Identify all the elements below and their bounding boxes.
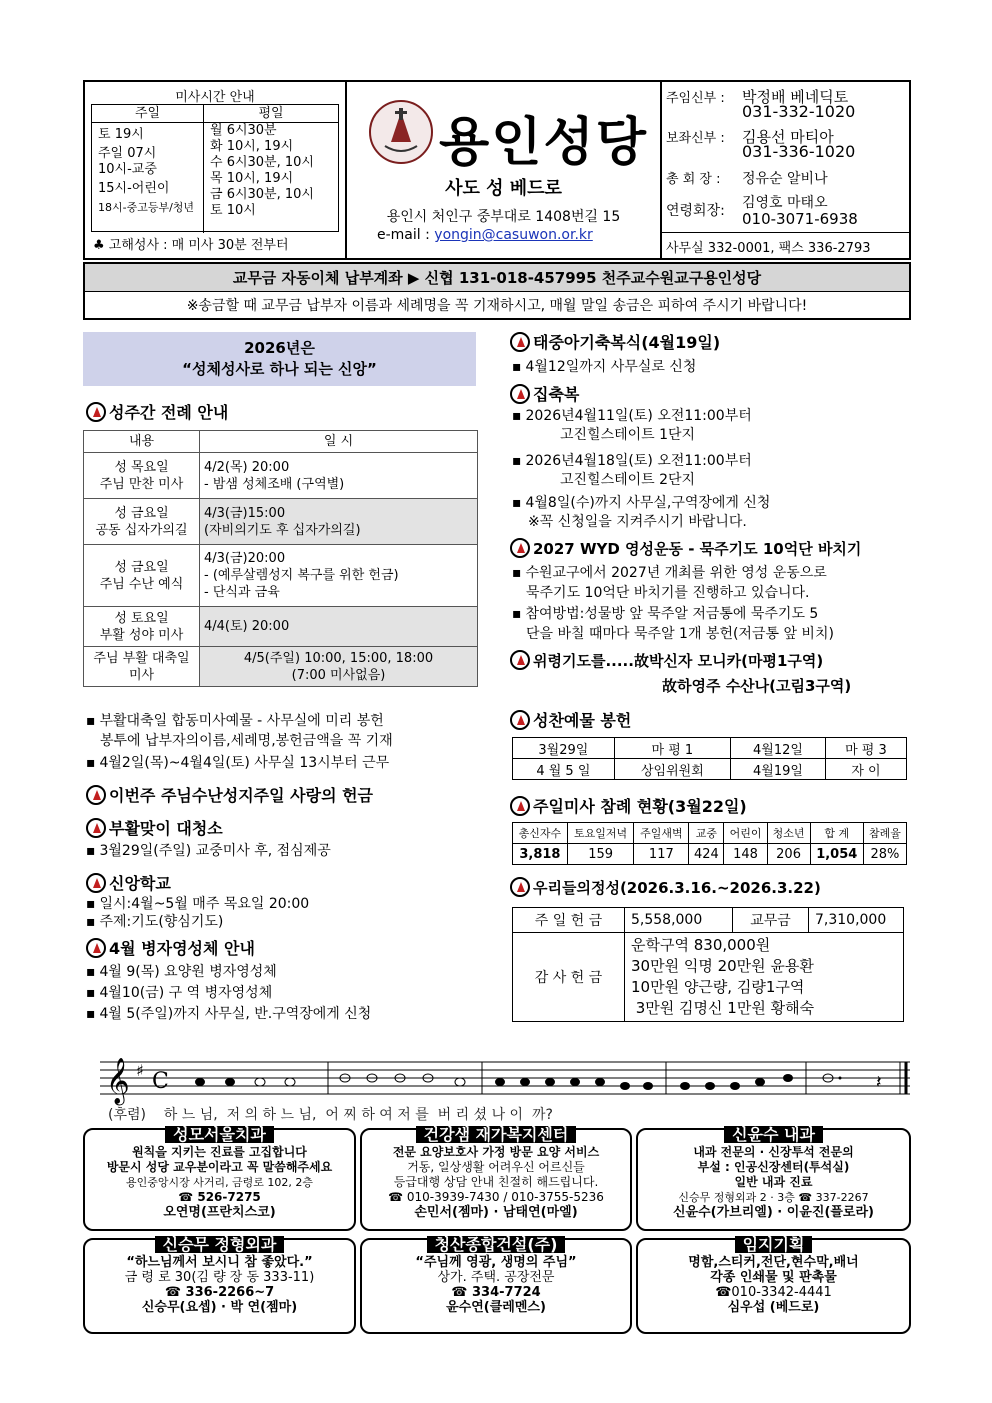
office-phone: 사무실 332-0001, 팩스 336-2793 xyxy=(662,232,911,258)
hymn-lyric: (후렴) 하 느 님, 저 의 하 느 님, 어 찌 하 여 저 를 버 리 셨 나 이 까? xyxy=(108,1107,553,1123)
house-item-cont: 고진힐스테이트 1단지 xyxy=(560,427,696,443)
cleaning-item: ▪ 3월29일(주일) 교중미사 후, 점심제공 xyxy=(86,840,331,860)
table-row xyxy=(84,607,478,647)
ad-line: “주님께 영광, 생명의 주님” xyxy=(415,1255,577,1270)
table-cell: 마 평 3 xyxy=(825,738,906,759)
wyd-heading: 2027 WYD 영성운동 - 묵주기도 10억단 바치기 xyxy=(510,538,861,559)
table-cell: 상임위원회 xyxy=(614,759,730,780)
bank-note: ※송금할 때 교무금 납부자 이름과 세례명을 꼭 기재하시고, 매월 말일 송금은 피하여 주시기 바랍니다! xyxy=(186,298,808,314)
section-icon xyxy=(510,650,530,670)
sick-item: ▪ 4월 9(목) 요양원 병자영성체 xyxy=(86,961,277,981)
section-icon xyxy=(510,384,530,404)
ad-line: 용인중앙시장 사거리, 금령로 102, 2층 xyxy=(125,1176,314,1189)
pastor-name: 박정배 베네딕토 xyxy=(742,88,849,106)
ad-title: 신승무 정형외과 xyxy=(155,1236,285,1253)
thanks-line: 운학구역 830,000원 xyxy=(631,936,771,954)
table-row xyxy=(84,499,478,545)
table-header: 토요일저녁 xyxy=(567,823,634,844)
mass-title: 미사시간 안내 xyxy=(175,90,255,105)
assistant-name: 김용선 마티아 xyxy=(742,128,834,146)
liturgy-time: 4/4(토) 20:00 xyxy=(200,607,478,647)
ad-line: 부설 : 인공신장센터(투석실) xyxy=(697,1160,850,1174)
ad-line: “하느님께서 보시니 참 좋았다.” xyxy=(126,1255,313,1270)
sick-item: ▪ 4월 5(주일)까지 사무실, 반.구역장에게 신청 xyxy=(86,1003,371,1023)
staff-contacts xyxy=(662,82,911,258)
attendance-heading: 주일미사 참례 현황(3월22일) xyxy=(510,794,747,817)
weekday-header: 평일 xyxy=(204,105,338,123)
house-item-cont: 고진힐스테이트 2단지 xyxy=(560,472,696,488)
svg-text:C: C xyxy=(152,1069,169,1094)
table-cell: 424 xyxy=(689,844,724,865)
section-icon xyxy=(510,710,530,730)
collection-heading: 이번주 주님수난성지주일 사랑의 헌금 xyxy=(86,783,373,806)
table-cell: 감 사 헌 금 xyxy=(513,933,625,1022)
holyweek-table xyxy=(83,430,478,687)
weekday-column xyxy=(204,105,338,233)
table-cell: 28% xyxy=(863,844,906,865)
union-phone: 010-3071-6938 xyxy=(742,210,858,228)
table-cell: 148 xyxy=(724,844,767,865)
weekday-line: 금 6시30분, 10시 xyxy=(210,187,314,202)
liturgy-time: 4/5(주일) 10:00, 15:00, 18:00 (7:00 미사없음) xyxy=(200,647,478,687)
table-header: 총신자수 xyxy=(513,823,568,844)
table-header: 주일새벽 xyxy=(634,823,689,844)
sunday-line: 10시-교중 xyxy=(98,162,157,177)
email-line xyxy=(377,227,593,243)
ad-line: 신윤수(가브리엘) · 이윤진(플로라) xyxy=(672,1205,874,1220)
memorial-second: 故하영주 수산나(고림3구역) xyxy=(662,677,852,695)
liturgy-name: 성 금요일 주님 수난 예식 xyxy=(84,545,200,607)
ad-line: ☎ 336-2266~7 xyxy=(164,1285,275,1300)
ad-title: 임지기획 xyxy=(735,1236,813,1253)
ad-line: 거동, 일상생활 어려우신 어르신들 xyxy=(407,1160,585,1174)
pastor-phone: 031-332-1020 xyxy=(742,102,856,121)
easter-note-cont: 봉투에 납부자의이름,세례명,봉헌금액을 꼭 기재 xyxy=(100,733,393,749)
thanks-line: 3만원 김명신 1만원 황해숙 xyxy=(631,999,815,1017)
president-name: 정유순 알비나 xyxy=(742,171,828,187)
ad-line: ☎ 334-7724 xyxy=(451,1285,541,1300)
weekday-line: 토 10시 xyxy=(210,203,256,218)
ad-internal-medicine xyxy=(636,1125,911,1231)
flower-table xyxy=(512,737,907,780)
thanks-line: 10만원 양근량, 김량1구역 xyxy=(631,978,805,996)
table-cell: 159 xyxy=(567,844,634,865)
house-item: ▪ 4월8일(수)까지 사무실,구역장에게 신청 xyxy=(512,492,770,512)
email-label: e-mail : xyxy=(377,227,430,243)
section-icon xyxy=(510,332,530,352)
ad-line: 신승무 정형외과 2 · 3층 ☎ 337-2267 xyxy=(678,1191,869,1204)
table-row xyxy=(513,759,907,780)
table-cell: 자 이 xyxy=(825,759,906,780)
ad-title: 건강샘 재가복지센터 xyxy=(416,1126,577,1143)
sunday-line: 주일 07시 xyxy=(98,146,157,161)
ad-line: 방문시 성당 교우분이라고 꼭 말씀해주세요 xyxy=(106,1160,333,1174)
liturgy-name: 주님 부활 대축일 미사 xyxy=(84,647,200,687)
table-header: 일 시 xyxy=(200,431,478,453)
table-cell: 3,818 xyxy=(513,844,568,865)
easter-note: ▪ 4월2일(목)~4월4일(토) 사무실 13시부터 근무 xyxy=(86,752,389,772)
liturgy-time: 4/2(목) 20:00 - 밤샘 성체조배 (구역별) xyxy=(200,453,478,499)
sunday-line: 토 19시 xyxy=(98,127,144,142)
house-item: ▪ 2026년4월11일(토) 오전11:00부터 xyxy=(512,405,752,425)
assistant-phone: 031-336-1020 xyxy=(742,142,856,161)
house-item: ▪ 2026년4월18일(토) 오전11:00부터 xyxy=(512,450,752,470)
table-header-row xyxy=(84,431,478,453)
ad-line: 전문 요양보호사 가정 방문 요양 서비스 xyxy=(392,1145,600,1159)
ad-construction xyxy=(360,1235,632,1334)
table-header: 내용 xyxy=(84,431,200,453)
section-icon xyxy=(86,402,106,422)
ad-title: 청산종합건설(주) xyxy=(427,1236,566,1253)
banner-year: 2026년은 xyxy=(244,339,315,357)
ad-line: 일반 내과 진료 xyxy=(734,1175,813,1189)
svg-text:𝄞: 𝄞 xyxy=(106,1058,130,1104)
ad-orthopedics xyxy=(83,1235,356,1334)
attendance-table xyxy=(512,822,907,865)
ad-title: 성모서울치과 xyxy=(165,1126,274,1143)
fetus-blessing-heading: 태중아기축복식(4월19일) xyxy=(510,330,720,353)
thanks-list xyxy=(625,933,904,1022)
sick-item: ▪ 4월10(금) 구 역 병자영성체 xyxy=(86,982,272,1002)
faith-item: ▪ 주제:기도(향심기도) xyxy=(86,911,223,931)
union-name: 김영호 마태오 xyxy=(742,195,828,211)
patron-saint: 사도 성 베드로 xyxy=(445,178,562,199)
table-cell: 4월12일 xyxy=(731,738,826,759)
table-row xyxy=(513,933,904,1022)
thanks-line: 30만원 익명 20만원 윤용환 xyxy=(631,957,814,975)
ad-line: 금 령 로 30(김 량 장 동 333-11) xyxy=(124,1270,315,1285)
table-header: 교중 xyxy=(689,823,724,844)
wyd-item: ▪ 참여방법:성물방 앞 묵주알 저금통에 묵주기도 5 xyxy=(512,603,818,623)
ad-line: 신승무(요셉) · 박 연(젬마) xyxy=(141,1300,298,1315)
liturgy-name: 성 금요일 공동 십자가의길 xyxy=(84,499,200,545)
section-icon xyxy=(86,818,106,838)
faith-item: ▪ 일시:4월~5월 매주 목요일 20:00 xyxy=(86,893,309,913)
union-label: 연령회장: xyxy=(666,203,725,219)
section-icon xyxy=(86,785,106,805)
ad-line: ☎ 526-7275 xyxy=(178,1190,261,1204)
section-icon xyxy=(510,877,530,897)
confession-note: ♣ 고해성사 : 매 미사 30분 전부터 xyxy=(93,238,289,253)
liturgy-name: 성 목요일 주님 만찬 미사 xyxy=(84,453,200,499)
table-row xyxy=(513,738,907,759)
mass-schedule xyxy=(85,82,347,258)
table-row xyxy=(84,647,478,687)
music-staff xyxy=(100,1052,910,1108)
sunday-line: 15시-어린이 xyxy=(98,181,170,196)
ad-printing xyxy=(636,1235,911,1334)
sunday-header: 주일 xyxy=(92,105,203,123)
mass-table xyxy=(91,104,339,232)
assistant-label: 보좌신부 : xyxy=(666,131,725,146)
ad-line: 등급대행 상담 안내 친절히 해드립니다. xyxy=(393,1175,599,1189)
memorial-heading: 위령기도를.....故박신자 모니카(마평1구역) xyxy=(510,650,823,671)
bank-box xyxy=(83,262,911,320)
weekday-line: 목 10시, 19시 xyxy=(210,171,294,186)
weekday-line: 월 6시30분 xyxy=(210,123,277,138)
ad-line: 오연명(프란치스코) xyxy=(163,1205,276,1220)
church-logo-icon xyxy=(369,100,433,164)
banner-motto: “성체성사로 하나 되는 신앙” xyxy=(182,360,377,378)
section-icon xyxy=(86,873,106,893)
ad-line: ☎010-3342-4441 xyxy=(715,1285,832,1300)
house-item-cont: ※꼭 신청일을 지켜주시기 바랍니다. xyxy=(528,514,747,530)
church-title-block xyxy=(347,82,662,258)
wyd-item-cont: 묵주기도 10억단 바치기를 진행하고 있습니다. xyxy=(526,585,810,601)
ad-line: 윤수연(클레멘스) xyxy=(446,1300,546,1315)
table-cell: 교무금 xyxy=(733,908,809,933)
ad-title: 신윤수 내과 xyxy=(724,1126,823,1143)
ad-care-center xyxy=(360,1125,632,1231)
church-name: 용인성당 xyxy=(439,113,648,173)
cleaning-heading: 부활맞이 대청소 xyxy=(86,816,223,839)
table-cell: 3월29일 xyxy=(513,738,615,759)
bulletin-header xyxy=(83,80,911,260)
president-label: 총 회 장 : xyxy=(666,172,721,187)
table-row xyxy=(84,453,478,499)
ad-line: 심우섭 (베드로) xyxy=(727,1300,820,1315)
ad-line: 각종 인쇄물 및 판촉물 xyxy=(710,1270,837,1285)
ad-line: 손민서(젬마) · 남태연(마엘) xyxy=(414,1205,578,1220)
table-cell: 5,558,000 xyxy=(625,908,733,933)
church-address: 용인시 처인구 중부대로 1408번길 15 xyxy=(386,209,621,225)
offering-table xyxy=(512,907,904,1022)
table-header: 합 계 xyxy=(810,823,863,844)
section-icon xyxy=(510,796,530,816)
table-cell: 206 xyxy=(767,844,810,865)
pastor-label: 주임신부 : xyxy=(666,91,725,106)
table-header: 참례율 xyxy=(863,823,906,844)
sick-communion-heading: 4월 병자영성체 안내 xyxy=(86,936,255,959)
year-motto-banner xyxy=(83,332,476,386)
table-cell: 마 평 1 xyxy=(614,738,730,759)
table-cell: 4 월 5 일 xyxy=(513,759,615,780)
ad-dental xyxy=(83,1125,356,1231)
table-row xyxy=(513,844,907,865)
wyd-item-cont: 단을 바칠 때마다 묵주알 1개 봉헌(저금통 앞 비치) xyxy=(526,626,834,642)
table-cell: 117 xyxy=(634,844,689,865)
weekday-line: 수 6시30분, 10시 xyxy=(210,155,314,170)
table-cell: 1,054 xyxy=(810,844,863,865)
weekday-line: 화 10시, 19시 xyxy=(210,139,294,154)
ad-line: 명함,스티커,전단,현수막,배너 xyxy=(688,1255,859,1270)
ad-line: ☎ 010-3939-7430 / 010-3755-5236 xyxy=(388,1190,604,1204)
table-row xyxy=(84,545,478,607)
section-icon xyxy=(86,938,106,958)
svg-text:𝄽: 𝄽 xyxy=(876,1072,882,1093)
table-header-row xyxy=(513,823,907,844)
easter-note: ▪ 부활대축일 합동미사예물 - 사무실에 미리 봉헌 xyxy=(86,710,384,730)
faith-school-heading: 신앙학교 xyxy=(86,871,171,894)
liturgy-name: 성 토요일 부활 성야 미사 xyxy=(84,607,200,647)
table-cell: 주 일 헌 금 xyxy=(513,908,625,933)
table-header: 청소년 xyxy=(767,823,810,844)
svg-text:♯: ♯ xyxy=(136,1061,144,1080)
ad-line: 상가. 주택. 공장전문 xyxy=(437,1270,555,1285)
sunday-line: 18시-중고등부/청년 xyxy=(98,201,195,214)
liturgy-time: 4/3(금)20:00 - (예루살렘성지 복구를 위한 헌금) - 단식과 금육 xyxy=(200,545,478,607)
holyweek-heading: 성주간 전례 안내 xyxy=(86,400,228,423)
table-cell: 4월19일 xyxy=(731,759,826,780)
offering-heading: 우리들의정성(2026.3.16.~2026.3.22) xyxy=(510,877,821,898)
sunday-column xyxy=(92,105,204,233)
bank-account: 교무금 자동이체 납부계좌 ▶ 신협 131-018-457995 천주교수원교구용인성당 xyxy=(85,264,909,292)
email-link[interactable]: yongin@casuwon.or.kr xyxy=(434,227,593,243)
table-row xyxy=(513,908,904,933)
house-blessing-heading: 집축복 xyxy=(510,382,579,405)
flower-offering-heading: 성찬예물 봉헌 xyxy=(510,708,631,731)
section-icon xyxy=(510,538,530,558)
wyd-item: ▪ 수원교구에서 2027년 개최를 위한 영성 운동으로 xyxy=(512,562,827,582)
president-row xyxy=(666,168,828,188)
liturgy-time: 4/3(금)15:00 (자비의기도 후 십자가의길) xyxy=(200,499,478,545)
fetus-item: ▪ 4월12일까지 사무실로 신청 xyxy=(512,356,696,376)
table-header: 어린이 xyxy=(724,823,767,844)
table-cell: 7,310,000 xyxy=(809,908,904,933)
ad-line: 내과 전문의 · 신장투석 전문의 xyxy=(693,1145,854,1159)
ad-line: 원칙을 지키는 진료를 고집합니다 xyxy=(132,1145,307,1159)
